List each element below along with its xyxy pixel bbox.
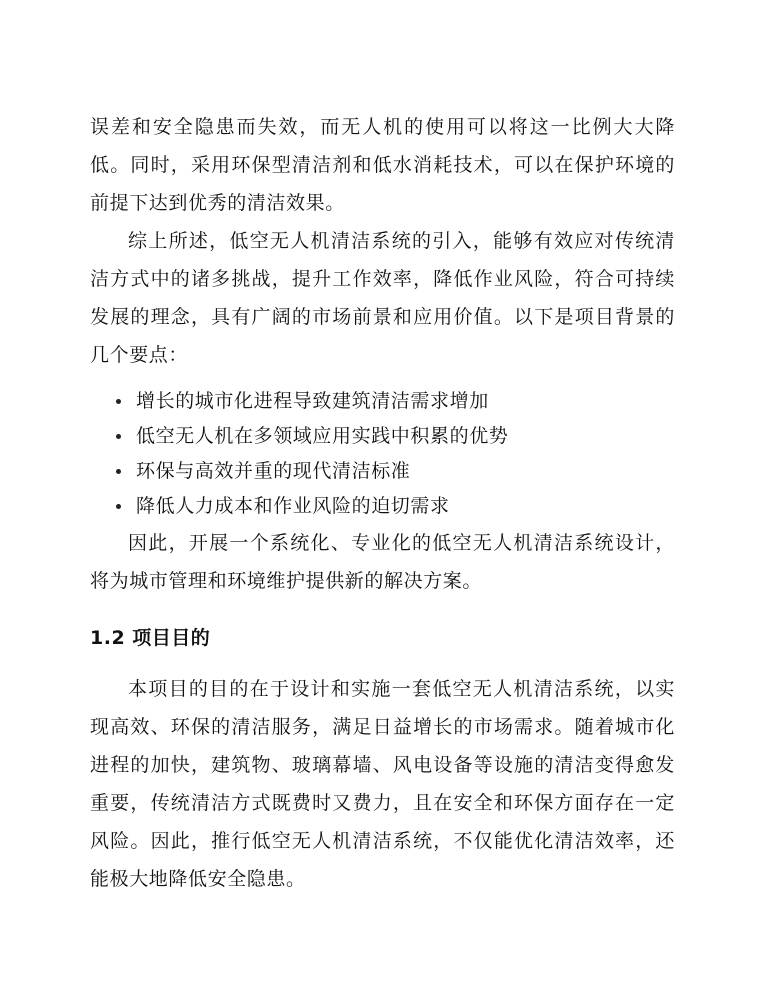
section-heading: 1.2 项目目的 [90, 627, 211, 649]
list-item-text: 环保与高效并重的现代清洁标准 [136, 460, 411, 482]
list-item-text: 低空无人机在多领域应用实践中积累的优势 [136, 425, 509, 447]
list-item-text: 增长的城市化进程导致建筑清洁需求增加 [136, 390, 489, 412]
paragraph-conclusion: 因此，开展一个系统化、专业化的低空无人机清洁系统设计，将为城市管理和环境维护提供新的解决方案。 [90, 532, 675, 592]
bullet-icon [116, 399, 121, 404]
document-page [90, 108, 675, 898]
paragraph-purpose: 本项目的目的在于设计和实施一套低空无人机清洁系统，以实现高效、环保的清洁服务，满足日益增长的市场需求。随着城市化进程的加快，建筑物、玻璃幕墙、风电设备等设施的清洁变得愈发重要，传统清洁方式既费时又费力，且在安全和环保方面存在一定风险。因此，推行低空无人机清洁系统，不仅能优化清洁效率，还能极大地降低安全隐患。 [90, 678, 675, 890]
list-item [90, 419, 675, 454]
list-item-text: 降低人力成本和作业风险的迫切需求 [136, 495, 450, 517]
bullet-icon [116, 434, 121, 439]
key-points-list [90, 384, 675, 524]
list-item [90, 384, 675, 419]
paragraph-continuation: 误差和安全隐患而失效，而无人机的使用可以将这一比例大大降低。同时，采用环保型清洁剂和低水消耗技术，可以在保护环境的前提下达到优秀的清洁效果。 [90, 116, 675, 214]
list-item [90, 489, 675, 524]
paragraph-summary: 综上所述，低空无人机清洁系统的引入，能够有效应对传统清洁方式中的诸多挑战，提升工作效率，降低作业风险，符合可持续发展的理念，具有广阔的市场前景和应用价值。以下是项目背景的几个要点： [90, 230, 675, 366]
bullet-icon [116, 504, 121, 509]
list-item [90, 454, 675, 489]
bullet-icon [116, 469, 121, 474]
